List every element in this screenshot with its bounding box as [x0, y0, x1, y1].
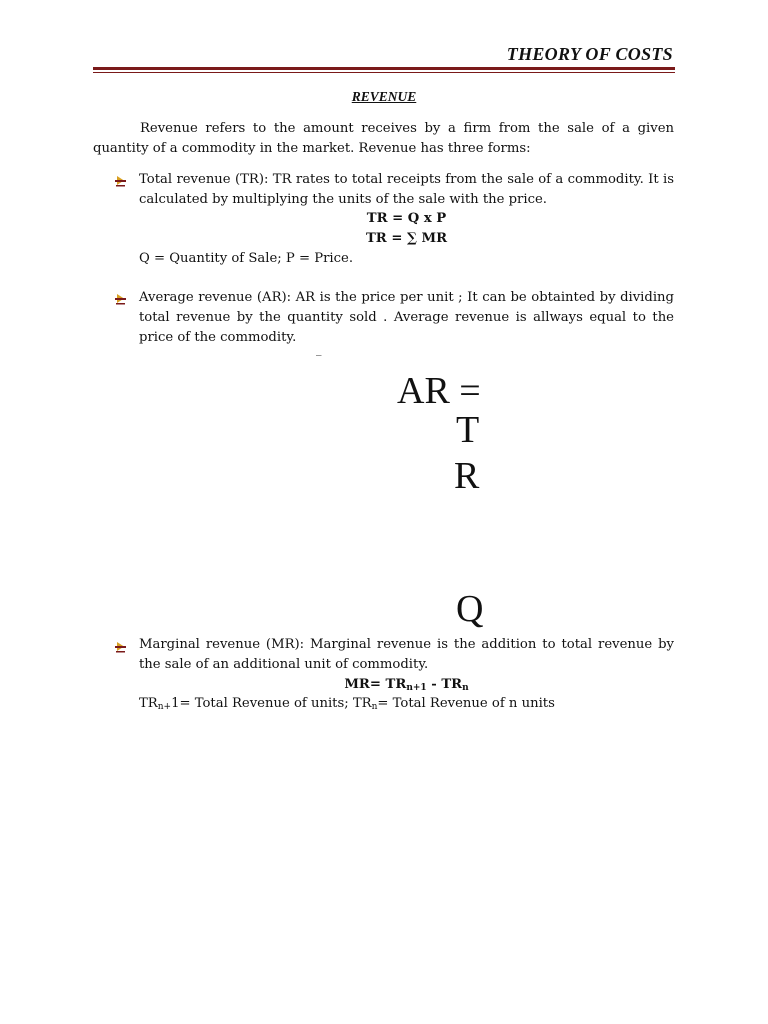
- bullet-arrow-icon: [114, 640, 127, 653]
- mr-formula-sub-n1: n+1: [406, 683, 427, 693]
- header-title: THEORY OF COSTS: [506, 44, 673, 64]
- mr-formula: [139, 675, 674, 695]
- mr-legend-a: TR: [139, 696, 158, 711]
- section-title: REVENUE: [351, 89, 417, 104]
- mr-formula-sub-n: n: [462, 683, 469, 693]
- header-rule-thick: [93, 67, 675, 70]
- intro-paragraph: Revenue refers to the amount receives by a firm from the sale of a given quantity of a commodity in the market. Revenue has three forms:: [93, 121, 674, 156]
- bullet-arrow-icon: [114, 292, 127, 305]
- mr-legend-sub-2: n: [371, 702, 378, 712]
- mr-legend: [139, 694, 674, 714]
- ar-heading: Average revenue (AR):: [139, 290, 292, 305]
- tr-text: TR rates to total receipts from the sale of a commodity. It is calculated by multiplying the units of the sale with the price.: [139, 172, 674, 207]
- tr-legend: Q = Quantity of Sale; P = Price.: [139, 251, 354, 266]
- mr-paragraph: [139, 635, 674, 675]
- ar-equation-numerator-r: R: [454, 455, 480, 497]
- mr-formula-lhs: MR= TR: [344, 677, 407, 692]
- mr-legend-c: = Total Revenue of n units: [377, 696, 555, 711]
- tr-formula-2: TR = ∑ MR: [365, 231, 448, 246]
- mr-legend-b: 1= Total Revenue of units; TR: [171, 696, 372, 711]
- mr-formula-mid: - TR: [426, 677, 463, 692]
- header-rule-thin: [93, 72, 675, 73]
- mr-heading: Marginal revenue (MR):: [139, 637, 305, 652]
- tr-paragraph: [139, 170, 674, 210]
- mr-legend-sub-1: n+: [157, 702, 172, 712]
- ar-equation-lhs: AR =: [397, 370, 481, 412]
- ar-paragraph: [139, 288, 674, 348]
- mr-text: Marginal revenue is the addition to total revenue by the sale of an additional unit of commodity.: [139, 637, 675, 672]
- tr-heading: Total revenue (TR):: [139, 172, 269, 187]
- stray-dash: _: [316, 343, 322, 356]
- bullet-arrow-icon: [114, 174, 127, 187]
- ar-text: AR is the price per unit ; It can be obtainted by dividing total revenue by the quantity sold . Average revenue is allways equal to the price of the commodity.: [139, 290, 674, 345]
- tr-formula-1: TR = Q x P: [366, 211, 447, 226]
- ar-equation-numerator-t: T: [456, 409, 480, 451]
- ar-equation-denominator-q: Q: [456, 588, 484, 630]
